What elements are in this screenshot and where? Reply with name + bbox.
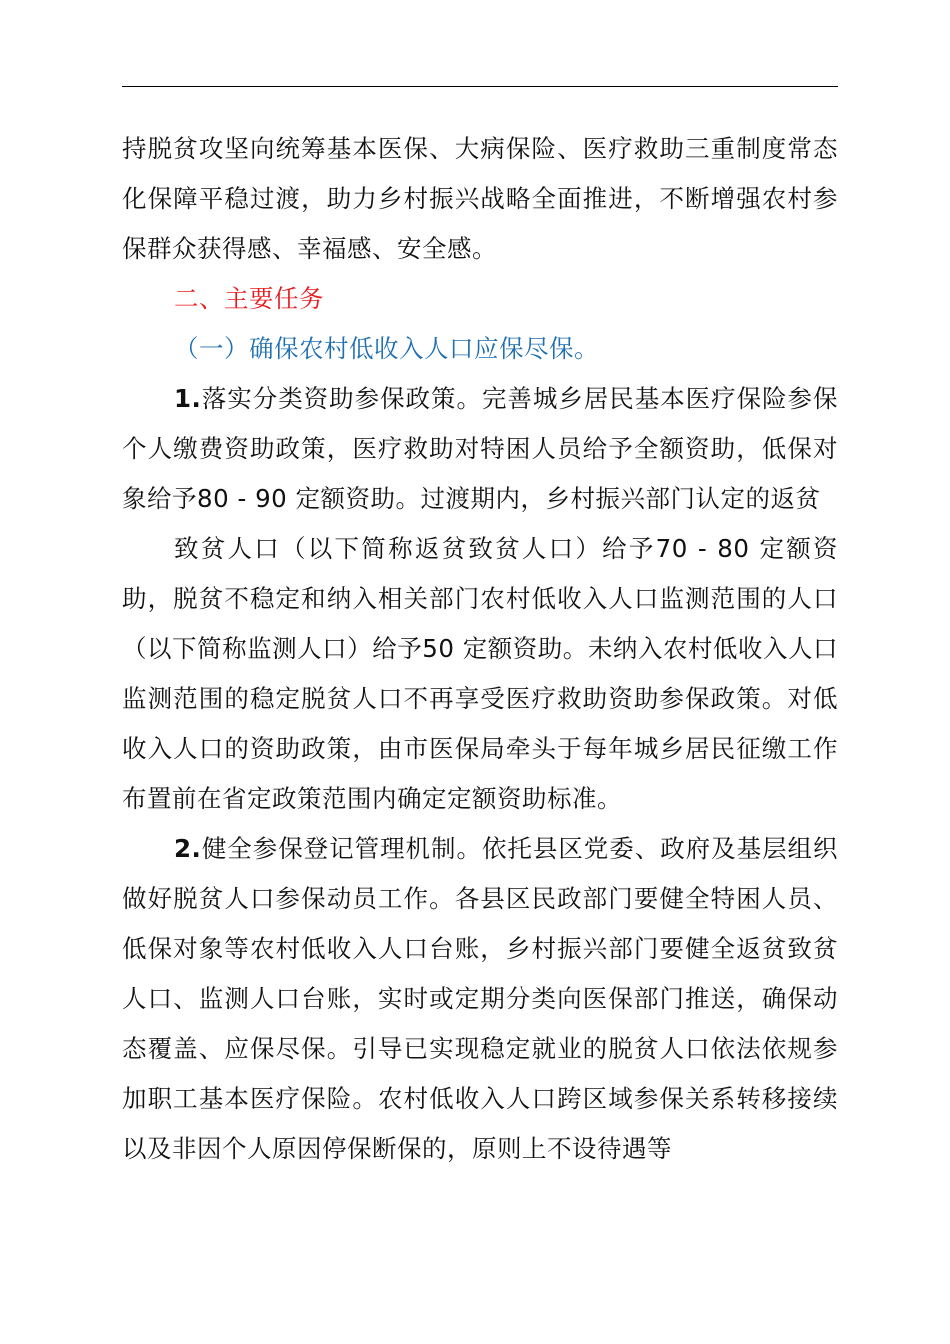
item-text: 落实分类资助参保政策。完善城乡居民基本医疗保险参保个人缴费资助政策，医疗救助对特困人员给予全额资助，低保对象给予80 - 90 定额资助。过渡期内，乡村振兴部门认定的返贫 [122, 384, 838, 513]
paragraph-item-1-continued: 致贫人口（以下简称返贫致贫人口）给予70 - 80 定额资助，脱贫不稳定和纳入相关部门农村低收入人口监测范围的人口（以下简称监测人口）给予50 定额资助。未纳入农村低收入人口监测范围的稳定脱贫人口不再享受医疗救助资助参保政策。对低收入人口的资助政策，由市医保局牵头于每年城乡居民征缴工作布置前在省定政策范围内确定定额资助标准。 [122, 534, 838, 813]
subsection-heading-1: （一）确保农村低收入人口应保尽保。 [174, 334, 599, 363]
item-number: 2. [174, 834, 202, 863]
paragraph-continuation: 持脱贫攻坚向统筹基本医保、大病保险、医疗救助三重制度常态化保障平稳过渡，助力乡村振兴战略全面推进，不断增强农村参保群众获得感、幸福感、安全感。 [122, 134, 838, 263]
item-text: 健全参保登记管理机制。依托县区党委、政府及基层组织做好脱贫人口参保动员工作。各县区民政部门要健全特困人员、低保对象等农村低收入人口台账，乡村振兴部门要健全返贫致贫人口、监测人口台账，实时或定期分类向医保部门推送，确保动态覆盖、应保尽保。引导已实现稳定就业的脱贫人口依法依规参加职工基本医疗保险。农村低收入人口跨区域参保关系转移接续以及非因个人原因停保断保的，原则上不设待遇等 [122, 834, 838, 1163]
item-number: 1. [174, 384, 202, 413]
header-rule [122, 86, 838, 87]
paragraph-item-2 [122, 824, 838, 1174]
section-heading-main-tasks: 二、主要任务 [174, 284, 324, 313]
document-body [122, 124, 838, 1174]
paragraph-item-1 [122, 374, 838, 524]
